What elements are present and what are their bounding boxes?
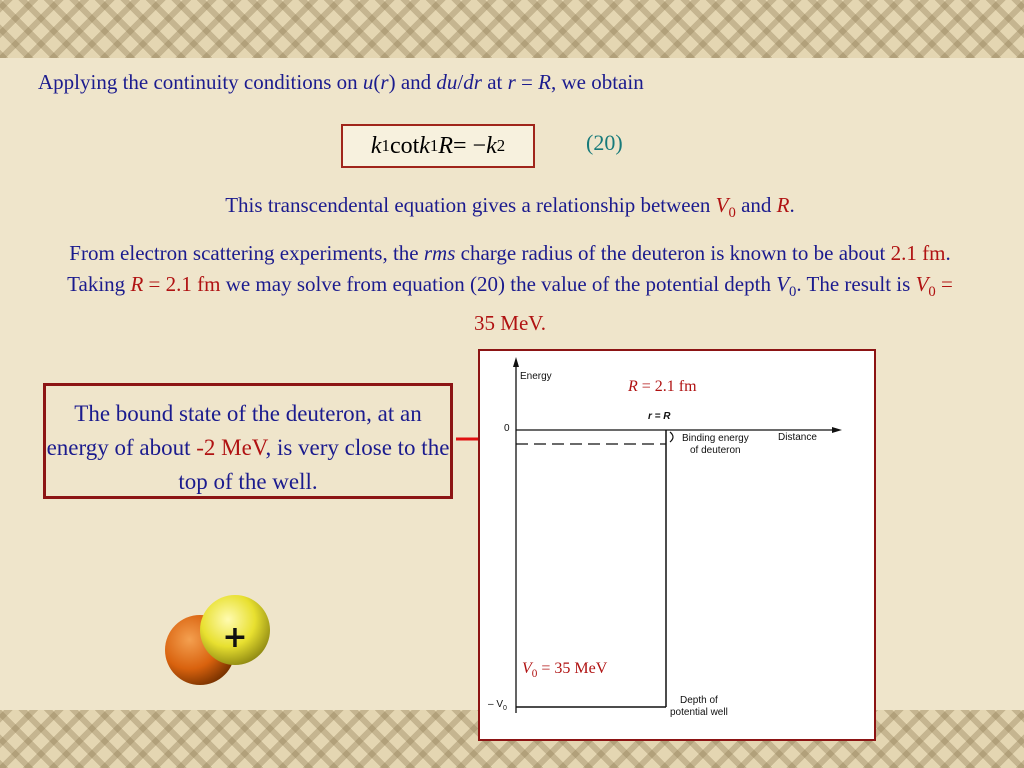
potential-well-diagram: [480, 351, 874, 739]
para2-V: V: [776, 272, 790, 296]
callout-text-b: , is very close to the top of the well.: [178, 435, 450, 494]
eq-sub3: 2: [496, 136, 506, 155]
eq-rhs: = −: [452, 132, 487, 159]
distance-axis-label: Distance: [778, 432, 817, 443]
binding-energy-label: Binding energy: [682, 433, 749, 444]
depth-label: Depth of: [680, 695, 718, 706]
intro-du: du: [436, 70, 458, 94]
eq-k: k: [370, 132, 382, 159]
distance-axis-arrowhead: [832, 427, 842, 433]
para2-result: = 35 MeV.: [474, 272, 953, 336]
equation-number: (20): [586, 130, 623, 155]
para2-d: we may solve from equation (20) the value of the potential depth: [220, 272, 777, 296]
para2-V2-sub: 0: [928, 284, 936, 301]
zero-tick-label: 0: [504, 423, 510, 434]
para2-c: . Taking: [67, 241, 951, 296]
r-equals-R-label: r = R: [648, 411, 671, 422]
equation-box: [341, 124, 535, 168]
intro-u: u: [362, 70, 374, 94]
para1-V-sub: 0: [728, 205, 736, 222]
para1-V: V: [715, 193, 729, 217]
para2-V-sub: 0: [789, 284, 797, 301]
depth-annotation-sub: 0: [531, 668, 538, 681]
para2-R: R: [130, 272, 144, 296]
deuteron-illustration: [160, 590, 280, 694]
intro-paren-open: (: [373, 70, 381, 94]
para2-e: . The result is: [796, 272, 916, 296]
proton-plus-sign: +: [222, 620, 248, 655]
depth-annotation: [522, 660, 607, 680]
eq-R: R: [438, 132, 453, 159]
para2-R-value: = 2.1 fm: [143, 272, 221, 296]
radius-annotation: [628, 378, 697, 396]
radius-annotation-symbol: R: [628, 378, 638, 395]
intro-at: at: [481, 70, 508, 94]
minus-v0-sub: 0: [503, 705, 507, 712]
para1-dot: .: [789, 193, 795, 217]
eq-cot: cot: [389, 132, 420, 159]
intro-slash: /: [457, 70, 464, 94]
minus-v0-text: – V: [488, 699, 504, 710]
binding-energy-brace: [670, 432, 673, 442]
para2-a: From electron scattering experiments, the: [69, 241, 424, 265]
radius-annotation-value: = 2.1 fm: [637, 378, 697, 395]
bound-state-callout: [43, 383, 453, 499]
eq-sub2: 1: [429, 136, 439, 155]
minus-v0-label: [488, 699, 507, 712]
intro-eq: =: [515, 70, 539, 94]
callout-text-a: The bound state of the deuteron, at an energy of about: [46, 401, 422, 460]
eq-k3: k: [486, 132, 497, 159]
paragraph-transcendental: [60, 190, 960, 229]
intro-r: r: [380, 70, 389, 94]
intro-text: Applying the continuity conditions on: [38, 70, 363, 94]
intro-and: and: [395, 70, 437, 94]
intro-tail: , we obtain: [550, 70, 644, 94]
callout-energy-value: -2 MeV: [196, 435, 266, 460]
energy-axis-label: Energy: [520, 371, 552, 382]
binding-energy-label-2: of deuteron: [690, 445, 741, 456]
eq-k2: k: [419, 132, 430, 159]
decorative-top-border: [0, 0, 1024, 58]
paragraph-scattering: [60, 238, 960, 339]
depth-annotation-symbol: V: [522, 660, 532, 677]
depth-annotation-value: = 35 MeV: [537, 660, 608, 677]
potential-well-figure: [478, 349, 876, 741]
para1-R: R: [776, 193, 790, 217]
para1-and: and: [735, 193, 777, 217]
depth-label-2: potential well: [670, 707, 728, 718]
eq-sub1: 1: [381, 136, 390, 155]
para2-rms: rms: [423, 241, 456, 265]
intro-R: R: [538, 70, 551, 94]
intro-line: [38, 70, 644, 95]
para2-b: charge radius of the deuteron is known to be about: [455, 241, 891, 265]
para2-radius-value: 2.1 fm: [890, 241, 946, 265]
intro-paren-close: ): [388, 70, 396, 94]
para1-text: This transcendental equation gives a relationship between: [225, 193, 716, 217]
intro-r2: r: [507, 70, 516, 94]
energy-axis-arrowhead: [513, 357, 519, 367]
para2-V2: V: [915, 272, 929, 296]
intro-dr: dr: [463, 70, 482, 94]
